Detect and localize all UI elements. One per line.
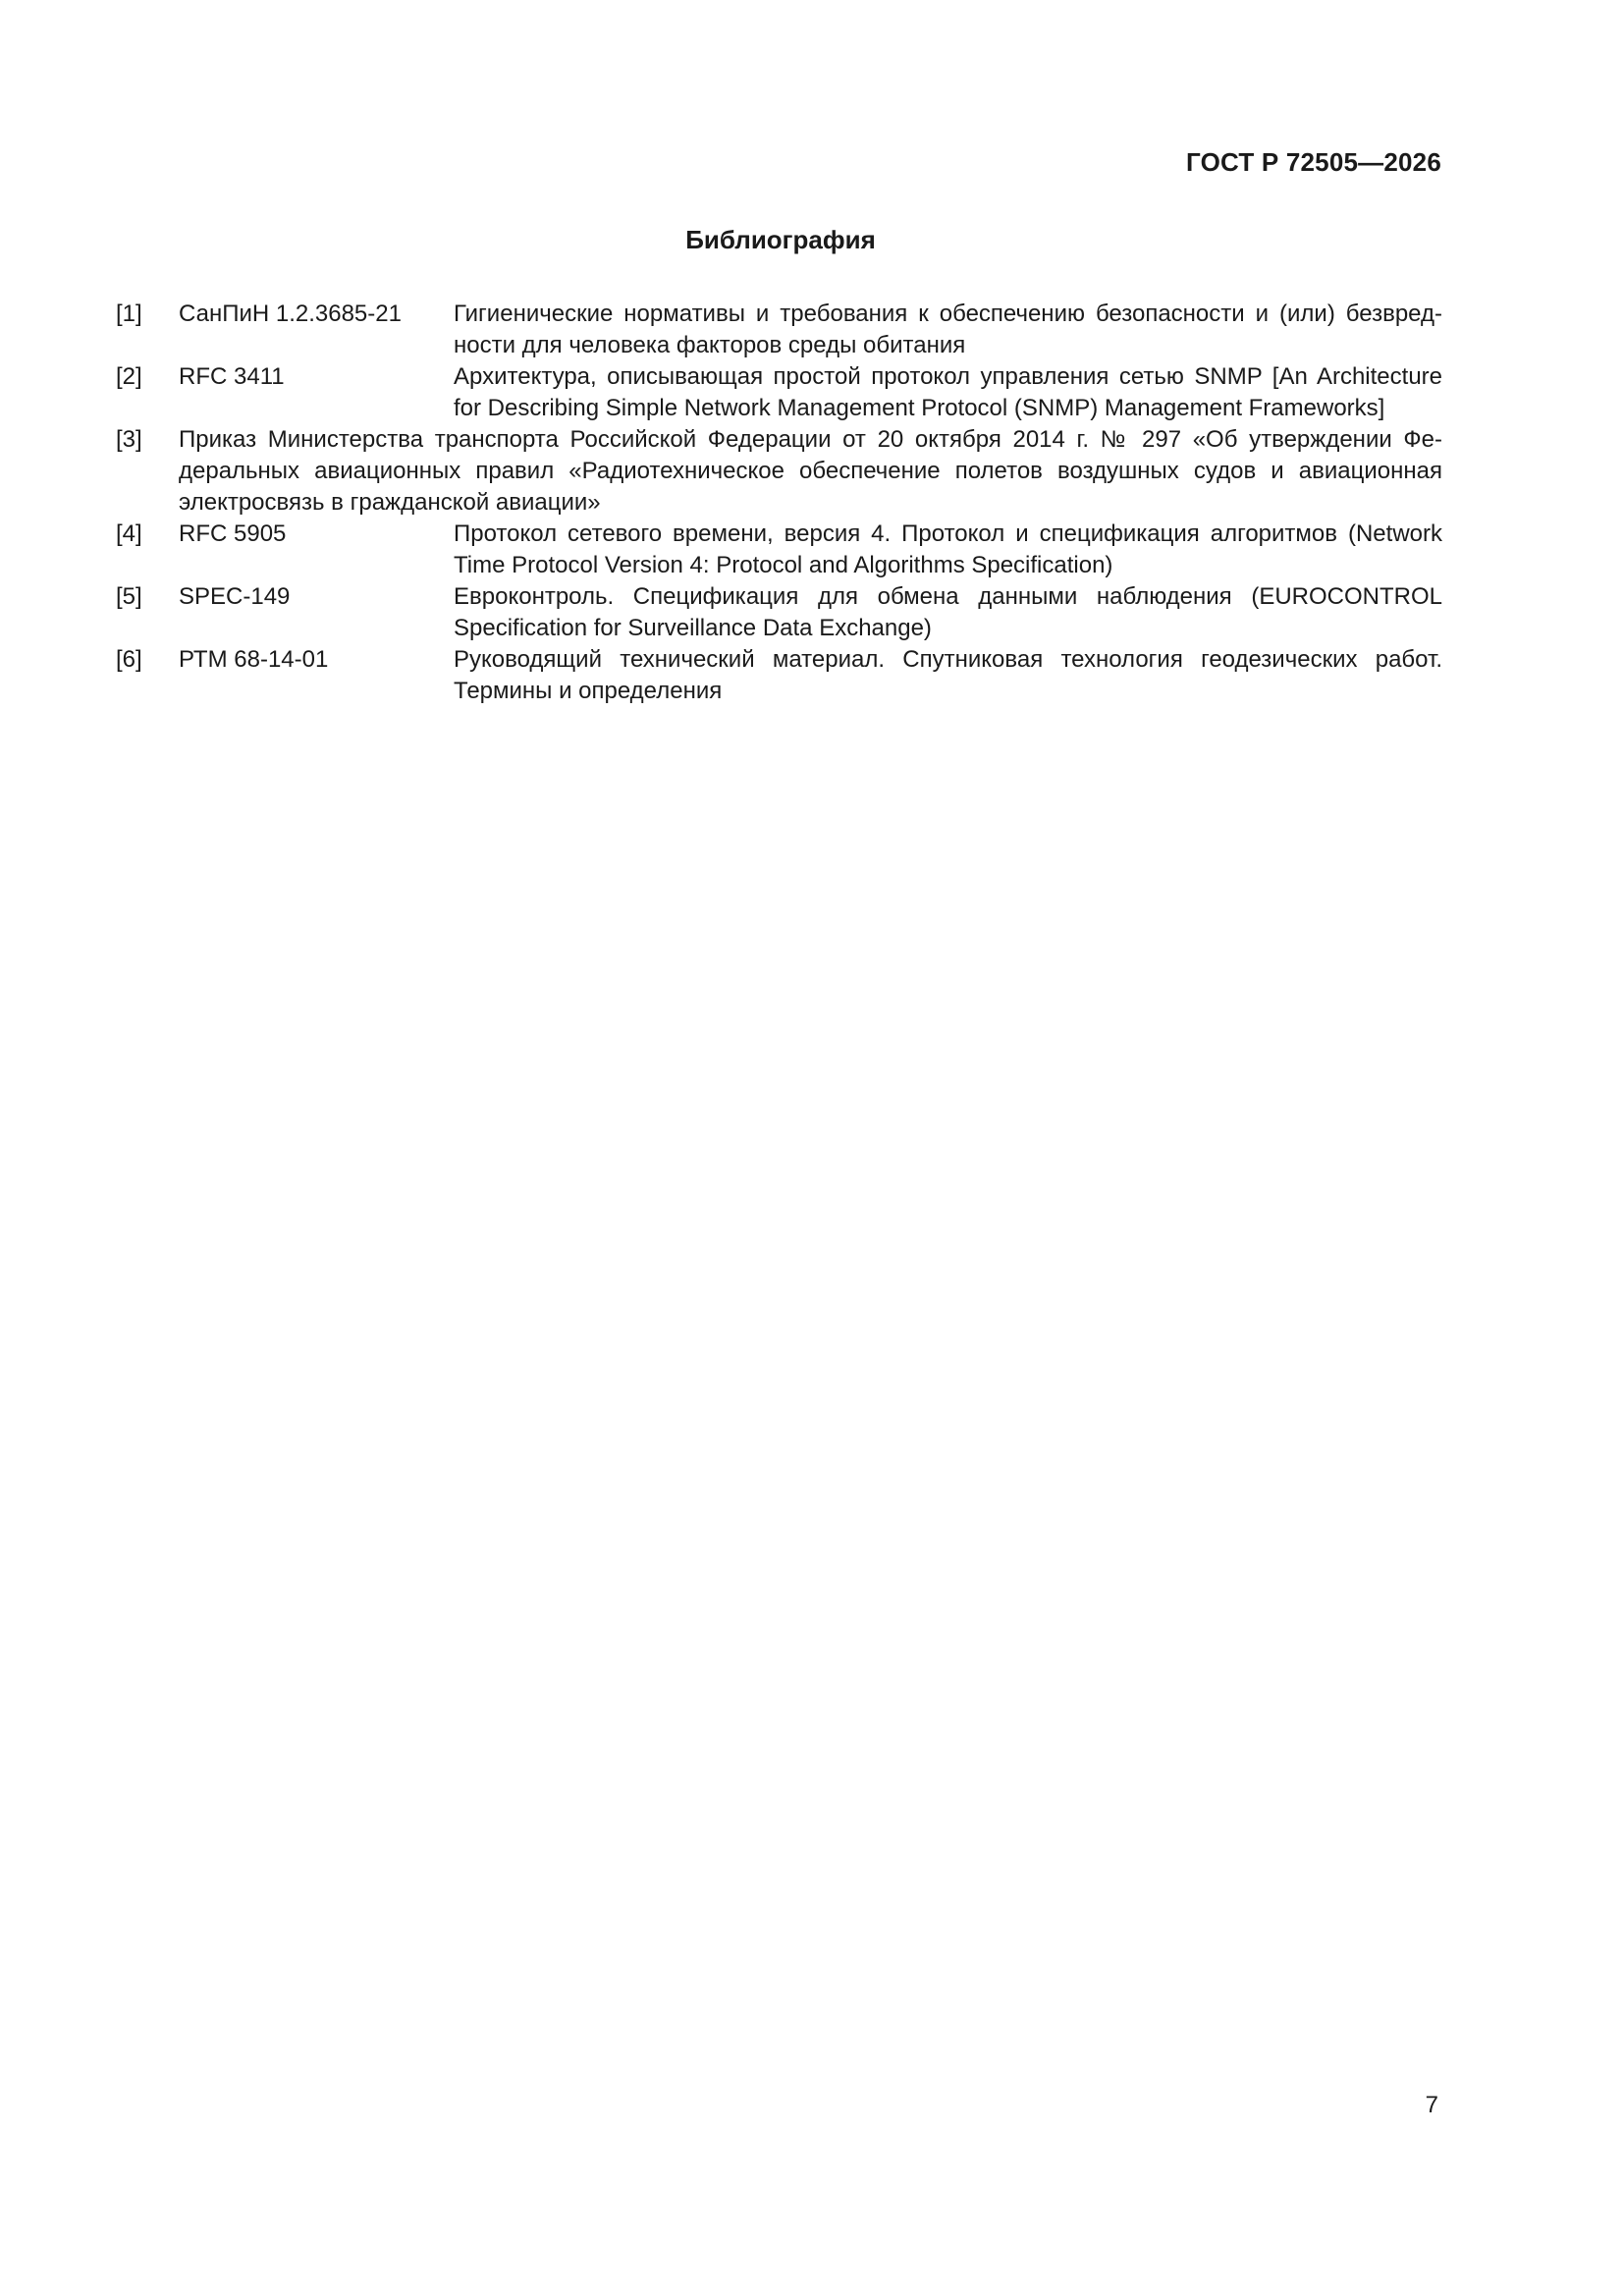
- entry-code: РТМ 68-14-01: [179, 646, 329, 673]
- entry-description: Руководящий технический материал. Спутниковая технология геодезических работ. Термины и определения: [454, 646, 1442, 704]
- entry-description: Евроконтроль. Спецификация для обмена данными наблюдения (EUROCONTROL Specification for Surveillance Data Exchange): [454, 583, 1442, 641]
- bibliography-entry-1: [116, 299, 1442, 361]
- bibliography-entry-3: [116, 424, 1442, 519]
- document-code: ГОСТ Р 72505—2026: [1186, 147, 1441, 177]
- entry-number: [5]: [116, 583, 142, 610]
- bibliography-entry-5: [116, 581, 1442, 644]
- page-number: 7: [1425, 2092, 1438, 2118]
- entry-full-text: Приказ Министерства транспорта Российской Федерации от 20 октября 2014 г. № 297 «Об утверждении Федеральных авиационных правил «Радиотехническое обеспечение полетов воздушных судов и авиационная электросвязь в гражданской авиации»: [179, 426, 1442, 516]
- bibliography-entry-4: [116, 519, 1442, 581]
- entry-number: [3]: [116, 426, 142, 453]
- entry-number: [6]: [116, 646, 142, 673]
- entry-description: Гигиенические нормативы и требования к обеспечению безопасности и (или) безвредности для человека факторов среды обитания: [454, 301, 1442, 358]
- entry-code: RFC 5905: [179, 520, 287, 547]
- section-title: Библиография: [685, 225, 876, 254]
- entry-code: SPEC-149: [179, 583, 291, 610]
- bibliography-entry-6: [116, 644, 1442, 707]
- entry-number: [1]: [116, 301, 142, 327]
- bibliography-list: [116, 299, 1442, 707]
- bibliography-entry-2: [116, 361, 1442, 424]
- entry-code: СанПиН 1.2.3685-21: [179, 301, 402, 327]
- entry-description: Архитектура, описывающая простой протокол управления сетью SNMP [An Architecture for Describing Simple Network Management Protocol (SNMP) Management Frameworks]: [454, 363, 1442, 421]
- entry-description: Протокол сетевого времени, версия 4. Протокол и спецификация алгоритмов (Network Time Protocol Version 4: Protocol and Algorithms Specification): [454, 520, 1442, 578]
- entry-code: RFC 3411: [179, 363, 285, 390]
- entry-number: [2]: [116, 363, 142, 390]
- entry-number: [4]: [116, 520, 142, 547]
